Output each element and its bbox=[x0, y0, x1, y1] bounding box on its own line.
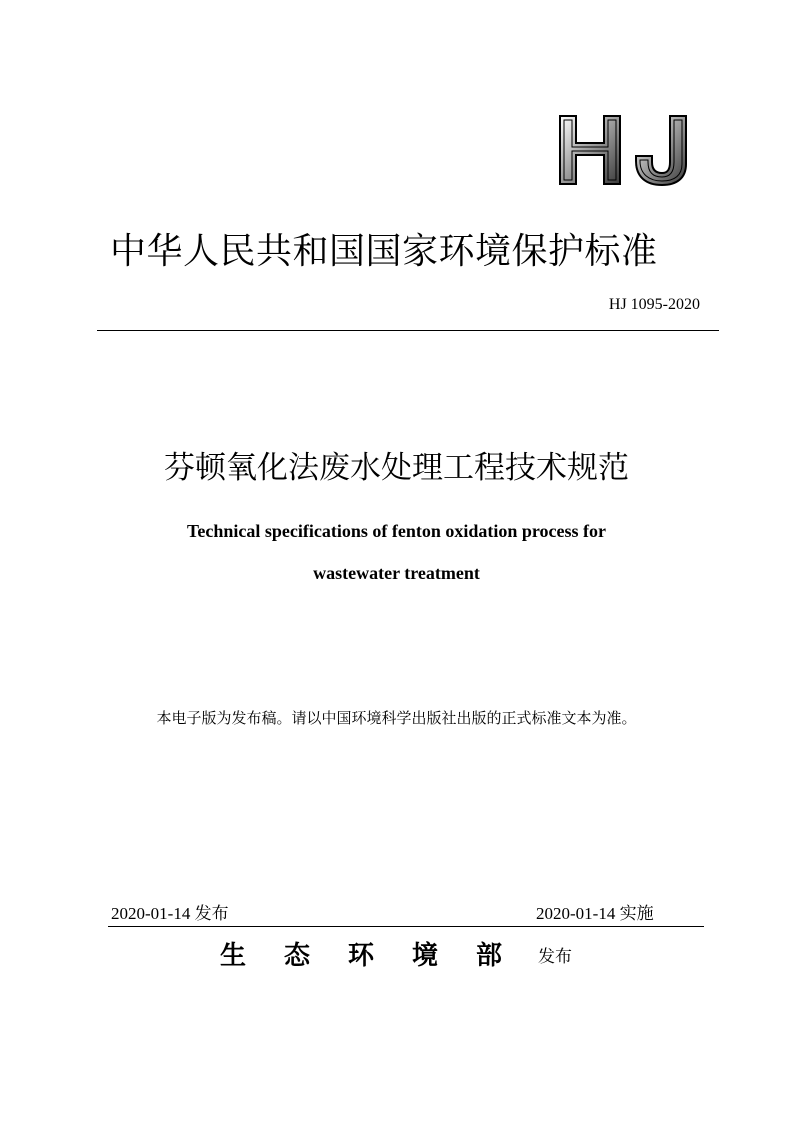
effective-date: 2020-01-14 实施 bbox=[536, 904, 654, 923]
issuer-suffix: 发布 bbox=[538, 947, 572, 967]
footer-divider bbox=[108, 926, 704, 927]
document-title-english-line1: Technical specifications of fenton oxidation process for bbox=[187, 521, 606, 541]
standard-category-heading: 中华人民共和国国家环境保护标准 bbox=[110, 231, 658, 272]
release-notice: 本电子版为发布稿。请以中国环境科学出版社出版的正式标准文本为准。 bbox=[156, 709, 637, 727]
issuer-name: 生态环境部 bbox=[220, 941, 541, 971]
header-divider bbox=[97, 330, 719, 331]
hj-logo bbox=[556, 112, 692, 188]
issue-date: 2020-01-14 发布 bbox=[111, 904, 229, 923]
document-title-english-line2: wastewater treatment bbox=[313, 563, 480, 583]
standard-number: HJ 1095-2020 bbox=[608, 296, 700, 313]
document-title-chinese: 芬顿氧化法废水处理工程技术规范 bbox=[164, 450, 629, 486]
